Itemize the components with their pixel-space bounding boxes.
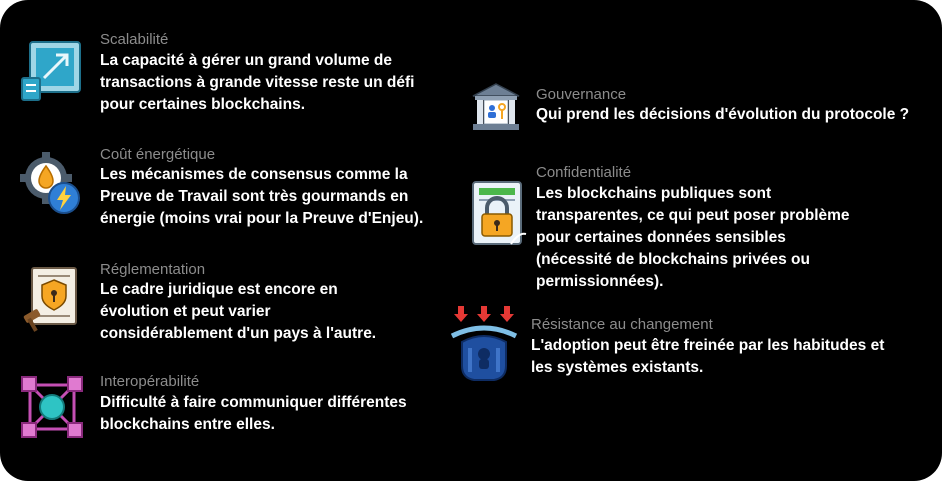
description-line: Difficulté à faire communiquer différentes — [100, 394, 407, 411]
description-line: pour certaines blockchains. — [100, 96, 306, 113]
description-line: Preuve de Travail sont très gourmands en — [100, 188, 409, 205]
description-line: transparentes, ce qui peut poser problème — [536, 207, 850, 224]
description-line: évolution et peut varier — [100, 303, 271, 320]
item-description-cout-energetique — [100, 164, 423, 230]
network-nodes-icon — [20, 375, 84, 439]
institution-icon — [471, 82, 521, 132]
description-line: La capacité à gérer un grand volume de — [100, 52, 393, 69]
description-line: pour certaines données sensibles — [536, 229, 786, 246]
description-line: Les blockchains publiques sont — [536, 185, 772, 202]
description-line: énergie (moins vrai pour la Preuve d'Enjeu). — [100, 210, 424, 227]
item-title-resistance-au-changement: Résistance au changement — [531, 316, 713, 333]
item-title-confidentialite: Confidentialité — [536, 164, 632, 181]
description-line: L'adoption peut être freinée par les habitudes et — [531, 337, 885, 354]
description-line: Les mécanismes de consensus comme la — [100, 166, 408, 183]
item-description-confidentialite — [536, 183, 850, 293]
description-line: (nécessité de blockchains privées ou — [536, 251, 810, 268]
item-description-scalabilite — [100, 50, 414, 116]
item-description-reglementation — [100, 279, 376, 345]
description-line: transactions à grande vitesse reste un défi — [100, 74, 415, 91]
description-line: Qui prend les décisions d'évolution du protocole ? — [536, 106, 910, 123]
description-line: permissionnées). — [536, 273, 664, 290]
legal-document-icon — [22, 266, 80, 332]
scale-arrow-icon — [20, 40, 82, 102]
description-line: considérablement d'un pays à l'autre. — [100, 325, 377, 342]
item-description-resistance-au-changement — [531, 335, 884, 379]
item-description-interoperabilite — [100, 392, 407, 436]
description-line: Le cadre juridique est encore en — [100, 281, 338, 298]
energy-gear-icon — [20, 152, 82, 216]
padlock-document-icon — [471, 180, 527, 248]
item-title-scalabilite: Scalabilité — [100, 31, 169, 48]
item-title-cout-energetique: Coût énergétique — [100, 146, 216, 163]
description-line: les systèmes existants. — [531, 359, 704, 376]
resistance-shield-icon — [448, 304, 520, 386]
item-title-reglementation: Réglementation — [100, 261, 206, 278]
item-title-gouvernance: Gouvernance — [536, 86, 627, 103]
description-line: blockchains entre elles. — [100, 416, 275, 433]
item-description-gouvernance — [536, 104, 909, 126]
item-title-interoperabilite: Interopérabilité — [100, 373, 200, 390]
